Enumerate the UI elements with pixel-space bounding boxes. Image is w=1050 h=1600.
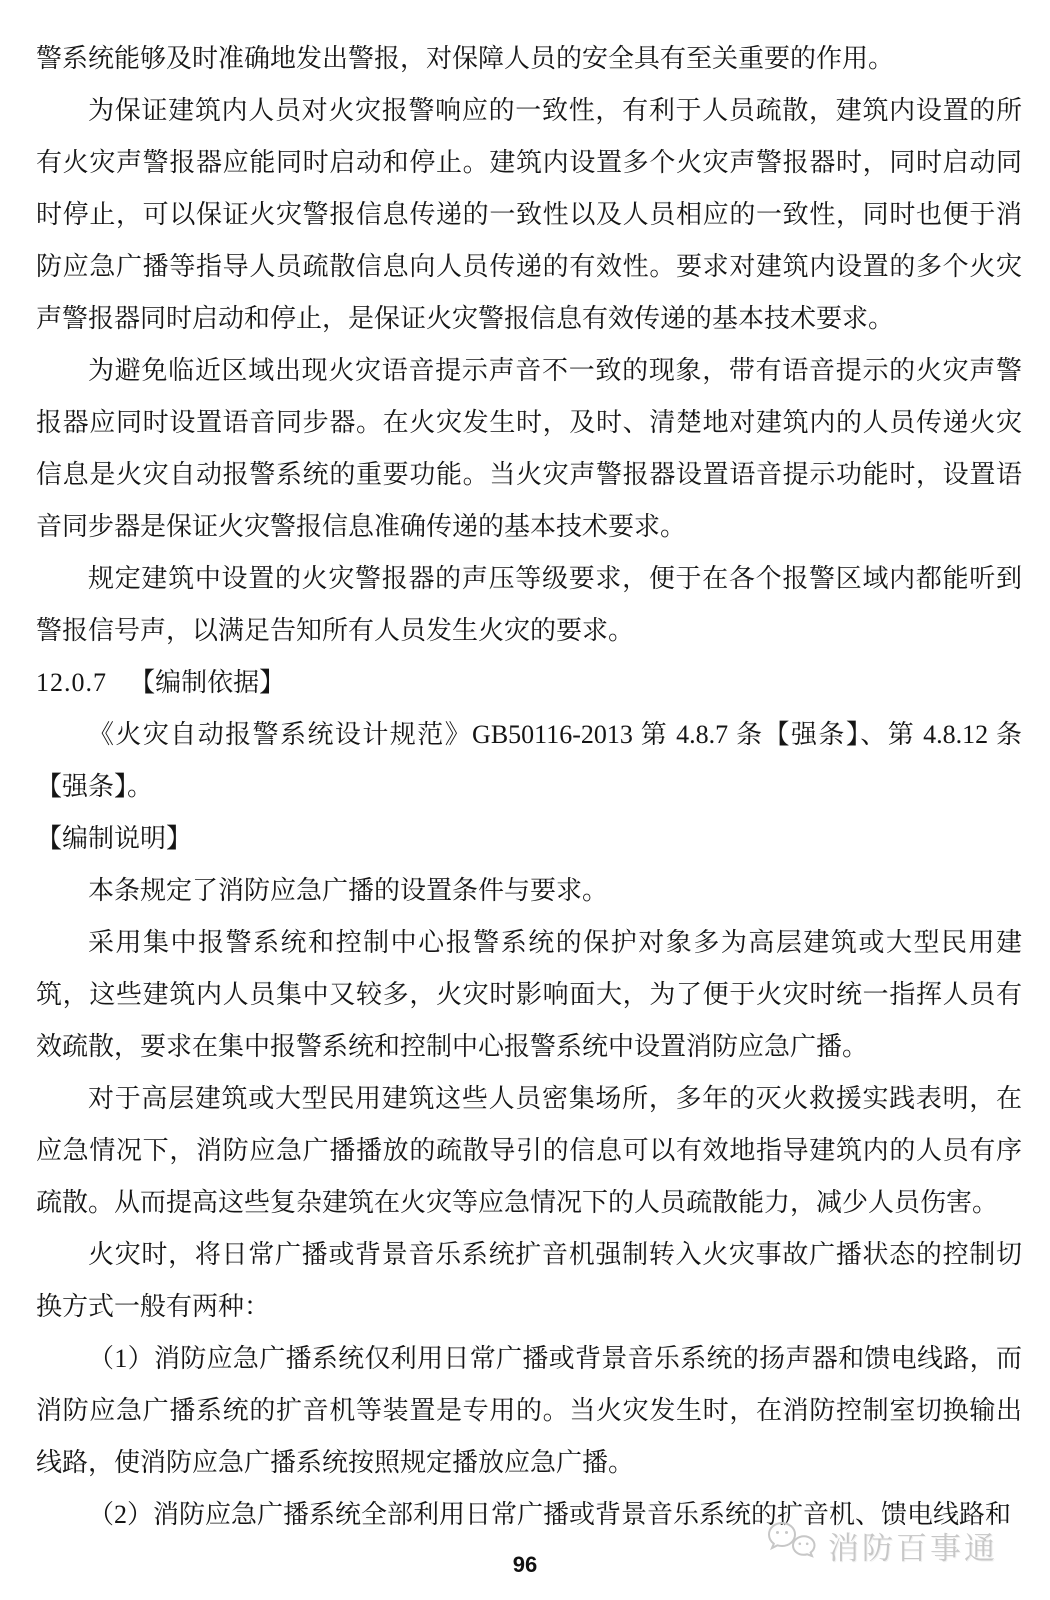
paragraph: 采用集中报警系统和控制中心报警系统的保护对象多为高层建筑或大型民用建筑，这些建筑内人员集中又较多，火灾时影响面大，为了便于火灾时统一指挥人员有效疏散，要求在集中报警系统和控制中心报警系统中设置消防应急广播。 (36, 928, 1022, 1061)
watermark-text: 消防百事通 (828, 1530, 998, 1566)
paragraph: （1）消防应急广播系统仅利用日常广播或背景音乐系统的扬声器和馈电线路，而消防应急广播系统的扩音机等装置是专用的。当火灾发生时，在消防控制室切换输出线路，使消防应急广播系统按照规定播放应急广播。 (36, 1344, 1022, 1477)
paragraph: 本条规定了消防应急广播的设置条件与要求。 (88, 876, 609, 905)
page-number: 96 (512, 1552, 538, 1577)
paragraph: 火灾时，将日常广播或背景音乐系统扩音机强制转入火灾事故广播状态的控制切换方式一般有两种： (36, 1240, 1022, 1321)
document-body (36, 33, 1022, 1541)
paragraph: 《火灾自动报警系统设计规范》GB50116-2013 第 4.8.7 条【强条】、第 4.8.12 条【强条】。 (36, 720, 1022, 801)
paragraph: 为保证建筑内人员对火灾报警响应的一致性，有利于人员疏散，建筑内设置的所有火灾声警报器应能同时启动和停止。建筑内设置多个火灾声警报器时，同时启动同时停止，可以保证火灾警报信息传递的一致性以及人员相应的一致性，同时也便于消防应急广播等指导人员疏散信息向人员传递的有效性。要求对建筑内设置的多个火灾声警报器同时启动和停止，是保证火灾警报信息有效传递的基本技术要求。 (36, 96, 1022, 333)
clause-title: 【编制依据】 (129, 668, 286, 697)
clause-number: 12.0.7 (36, 668, 107, 697)
paragraph: （2）消防应急广播系统全部利用日常广播或背景音乐系统的扩音机、馈电线路和 (88, 1500, 1012, 1529)
section-heading: 【编制说明】 (36, 824, 193, 853)
paragraph: 为避免临近区域出现火灾语音提示声音不一致的现象，带有语音提示的火灾声警报器应同时设置语音同步器。在火灾发生时，及时、清楚地对建筑内的人员传递火灾信息是火灾自动报警系统的重要功能。当火灾声警报器设置语音提示功能时，设置语音同步器是保证火灾警报信息准确传递的基本技术要求。 (36, 356, 1022, 541)
clause-heading (36, 657, 1022, 709)
paragraph-continuation: 警系统能够及时准确地发出警报，对保障人员的安全具有至关重要的作用。 (36, 44, 895, 73)
paragraph: 规定建筑中设置的火灾警报器的声压等级要求，便于在各个报警区域内都能听到警报信号声，以满足告知所有人员发生火灾的要求。 (36, 564, 1022, 645)
paragraph: 对于高层建筑或大型民用建筑这些人员密集场所，多年的灭火救援实践表明，在应急情况下，消防应急广播播放的疏散导引的信息可以有效地指导建筑内的人员有序疏散。从而提高这些复杂建筑在火灾等应急情况下的人员疏散能力，减少人员伤害。 (36, 1084, 1022, 1217)
